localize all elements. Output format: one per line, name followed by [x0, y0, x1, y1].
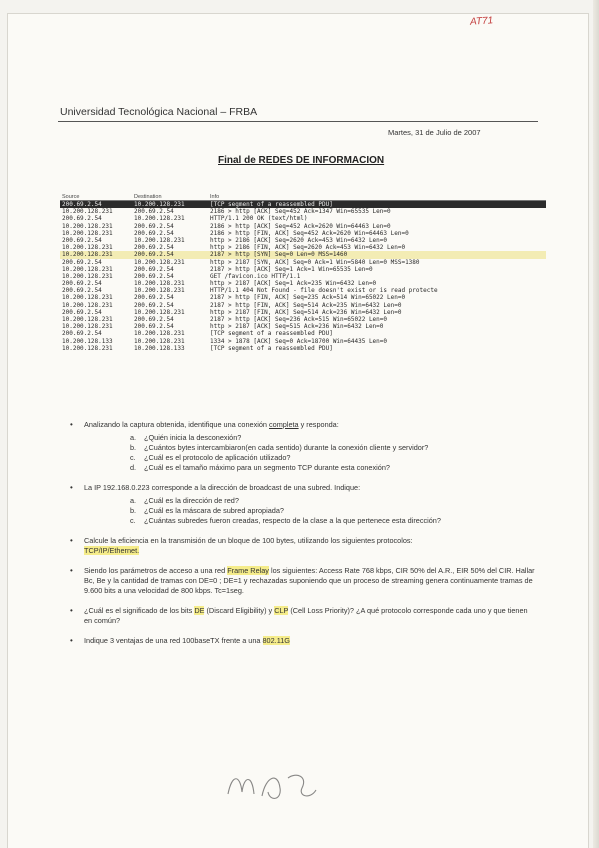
capture-cell-destination: 200.69.2.54	[134, 265, 174, 273]
question-1-sub-b	[84, 443, 536, 453]
bullet-icon: •	[70, 420, 73, 429]
capture-cell-destination: 200.69.2.54	[134, 208, 174, 216]
capture-cell-info: 2187 > http [SYN] Seq=0 Len=0 MSS=1460	[210, 251, 348, 259]
capture-cell-destination: 200.69.2.54	[134, 229, 174, 237]
handwritten-scribble-icon	[222, 766, 322, 806]
page-edge	[593, 0, 599, 848]
capture-cell-info: http > 2186 [FIN, ACK] Seq=2620 Ack=453 Win=6432 Len=0	[210, 244, 406, 252]
capture-row	[60, 251, 546, 258]
question-1-sub-c	[84, 453, 536, 463]
question-5-highlight-clp: CLP	[274, 606, 289, 615]
capture-cell-destination: 200.69.2.54	[134, 294, 174, 302]
capture-row	[60, 309, 546, 316]
capture-cell-source: 200.69.2.54	[62, 201, 102, 208]
question-1-sub-d	[84, 463, 536, 473]
capture-row	[60, 302, 546, 309]
capture-row	[60, 215, 546, 222]
bullet-icon: •	[70, 566, 73, 575]
capture-cell-destination: 10.200.128.231	[134, 201, 185, 208]
capture-cell-source: 10.200.128.231	[62, 294, 113, 302]
capture-cell-destination: 10.200.128.231	[134, 280, 185, 288]
capture-cell-source: 200.69.2.54	[62, 330, 102, 338]
capture-cell-destination: 10.200.128.133	[134, 344, 185, 352]
capture-row	[60, 230, 546, 237]
capture-cell-source: 200.69.2.54	[62, 287, 102, 295]
column-header-info: Info	[210, 194, 220, 200]
sub-letter: b.	[130, 506, 137, 515]
capture-cell-info: HTTP/1.1 200 OK (text/html)	[210, 215, 308, 223]
capture-row	[60, 223, 546, 230]
question-3-highlight: TCP/IP/Ethernet.	[84, 546, 140, 555]
capture-row	[60, 244, 546, 251]
question-5-text-end: (Cell Loss Priority)? ¿A qué protocolo corresponde cada uno y que tienen en común?	[84, 606, 528, 625]
question-1-underlined: completa	[269, 420, 299, 429]
question-4	[66, 566, 536, 596]
capture-row	[60, 208, 546, 215]
question-3-text: Calcule la eficiencia en la transmisión de un bloque de 100 bytes, utilizando los siguientes protocolos:	[84, 536, 413, 545]
sub-text: ¿Quién inicia la desconexión?	[144, 433, 242, 442]
sub-letter: c.	[130, 516, 136, 525]
bullet-icon: •	[70, 636, 73, 645]
capture-cell-info: HTTP/1.1 404 Not Found - file doesn't exist or is read protecte	[210, 287, 438, 295]
question-2-text: La IP 192.168.0.223 corresponde a la dirección de broadcast de una subred. Indique:	[84, 483, 361, 492]
capture-cell-info: [TCP segment of a reassembled PDU]	[210, 344, 333, 352]
question-5-highlight-de: DE	[194, 606, 205, 615]
capture-cell-destination: 10.200.128.231	[134, 258, 185, 266]
capture-row	[60, 338, 546, 345]
packet-capture-table	[60, 188, 546, 352]
sub-letter: a.	[130, 433, 137, 442]
question-6-text: Indique 3 ventajas de una red 100baseTX frente a una	[84, 636, 263, 645]
capture-cell-source: 10.200.128.231	[62, 323, 113, 331]
capture-cell-info: http > 2187 [FIN, ACK] Seq=514 Ack=236 Win=6432 Len=0	[210, 308, 402, 316]
question-4-text: Siendo los parámetros de acceso a una red	[84, 566, 228, 575]
capture-cell-destination: 200.69.2.54	[134, 272, 174, 280]
capture-cell-source: 200.69.2.54	[62, 280, 102, 288]
capture-cell-source: 10.200.128.231	[62, 229, 113, 237]
exam-date: Martes, 31 de Julio de 2007	[388, 128, 481, 137]
capture-row	[60, 266, 546, 273]
question-1	[66, 420, 536, 473]
capture-cell-info: [TCP segment of a reassembled PDU]	[210, 201, 333, 208]
capture-cell-source: 10.200.128.231	[62, 222, 113, 230]
capture-cell-destination: 200.69.2.54	[134, 301, 174, 309]
question-3	[66, 536, 536, 556]
question-list	[66, 420, 536, 656]
capture-cell-destination: 200.69.2.54	[134, 323, 174, 331]
question-1-sub-a	[84, 433, 536, 443]
question-2-sub-c	[84, 516, 536, 526]
capture-cell-source: 10.200.128.231	[62, 316, 113, 323]
capture-cell-info: http > 2186 [ACK] Seq=2620 Ack=453 Win=6432 Len=0	[210, 236, 388, 244]
question-4-text-end: los siguientes: Access Rate 768 kbps, CIR 50% del A.R., EIR 50% del CIR. Hallar Bc, Be y la cantidad de tramas con DE=0 ; DE=1 y rechazadas suponiendo que un proceso de streaming genera continuamente tramas de 9.600 bits a una velocidad de 800 kbps. Tc=1seg.	[84, 566, 535, 595]
capture-row	[60, 273, 546, 280]
capture-cell-info: 2186 > http [FIN, ACK] Seq=452 Ack=2620 Win=64463 Len=0	[210, 229, 409, 237]
capture-cell-source: 10.200.128.231	[62, 344, 113, 352]
capture-cell-destination: 10.200.128.231	[134, 330, 185, 338]
university-header: Universidad Tecnológica Nacional – FRBA	[60, 106, 258, 118]
question-6-highlight: 802.11G	[262, 636, 290, 645]
question-2	[66, 483, 536, 526]
capture-cell-info: http > 2187 [ACK] Seq=515 Ack=236 Win=6432 Len=0	[210, 323, 384, 331]
handwritten-top-mark: AT71	[469, 15, 494, 28]
question-4-highlight: Frame Relay	[227, 566, 269, 575]
capture-cell-source: 10.200.128.231	[62, 301, 113, 309]
question-1-text: Analizando la captura obtenida, identifique una conexión	[84, 420, 269, 429]
capture-row	[60, 259, 546, 266]
capture-cell-destination: 10.200.128.231	[134, 215, 185, 223]
capture-cell-destination: 10.200.128.231	[134, 236, 185, 244]
capture-row	[60, 316, 546, 323]
capture-cell-info: 2187 > http [FIN, ACK] Seq=514 Ack=235 Win=6432 Len=0	[210, 301, 402, 309]
capture-header-row	[60, 188, 546, 201]
capture-cell-info: 2187 > http [ACK] Seq=1 Ack=1 Win=65535 Len=0	[210, 265, 373, 273]
sub-text: ¿Cuál es el protocolo de aplicación utilizado?	[144, 453, 291, 462]
capture-cell-destination: 10.200.128.231	[134, 287, 185, 295]
capture-row	[60, 280, 546, 287]
capture-cell-info: 2187 > http [FIN, ACK] Seq=235 Ack=514 Win=65022 Len=0	[210, 294, 406, 302]
capture-cell-destination: 10.200.128.231	[134, 337, 185, 345]
capture-row	[60, 294, 546, 301]
sub-letter: c.	[130, 453, 136, 462]
capture-row	[60, 201, 546, 208]
question-5-text: ¿Cuál es el significado de los bits	[84, 606, 195, 615]
sub-text: ¿Cuántas subredes fueron creadas, respecto de la clase a la que pertenece esta dirección?	[144, 516, 441, 525]
bullet-icon: •	[70, 606, 73, 615]
capture-cell-info: 2187 > http [ACK] Seq=236 Ack=515 Win=65022 Len=0	[210, 316, 388, 323]
capture-cell-source: 200.69.2.54	[62, 308, 102, 316]
bullet-icon: •	[70, 536, 73, 545]
capture-cell-destination: 200.69.2.54	[134, 251, 174, 259]
question-5-text-mid: (Discard Eligibility) y	[204, 606, 275, 615]
capture-cell-info: 2186 > http [ACK] Seq=452 Ack=1347 Win=65535 Len=0	[210, 208, 391, 216]
capture-rows	[60, 201, 546, 352]
sub-letter: d.	[130, 463, 137, 472]
capture-row	[60, 287, 546, 294]
capture-cell-source: 10.200.128.231	[62, 265, 113, 273]
capture-cell-destination: 10.200.128.231	[134, 308, 185, 316]
sub-text: ¿Cuál es la máscara de subred apropiada?	[144, 506, 284, 515]
question-5	[66, 606, 536, 626]
capture-cell-info: http > 2187 [ACK] Seq=1 Ack=235 Win=6432 Len=0	[210, 280, 377, 288]
capture-cell-info: [TCP segment of a reassembled PDU]	[210, 330, 333, 338]
sub-text: ¿Cuántos bytes intercambiaron(en cada sentido) durante la conexión cliente y servidor?	[144, 443, 429, 452]
column-header-source: Source	[62, 194, 80, 200]
capture-cell-destination: 200.69.2.54	[134, 222, 174, 230]
capture-cell-source: 10.200.128.231	[62, 244, 113, 252]
capture-cell-source: 200.69.2.54	[62, 258, 102, 266]
capture-cell-source: 10.200.128.231	[62, 208, 113, 216]
capture-row	[60, 323, 546, 330]
capture-cell-source: 200.69.2.54	[62, 236, 102, 244]
question-6	[66, 636, 536, 646]
capture-cell-destination: 200.69.2.54	[134, 316, 174, 323]
capture-cell-source: 10.200.128.231	[62, 251, 113, 259]
header-divider	[58, 121, 538, 122]
capture-row	[60, 345, 546, 352]
sub-letter: a.	[130, 496, 137, 505]
question-2-sub-a	[84, 496, 536, 506]
capture-cell-source: 10.200.128.231	[62, 272, 113, 280]
capture-cell-destination: 200.69.2.54	[134, 244, 174, 252]
sub-text: ¿Cuál es el tamaño máximo para un segmento TCP durante esta conexión?	[144, 463, 390, 472]
capture-cell-source: 10.200.128.133	[62, 337, 113, 345]
capture-cell-info: GET /favicon.ico HTTP/1.1	[210, 272, 301, 280]
capture-cell-info: 2186 > http [ACK] Seq=452 Ack=2620 Win=64463 Len=0	[210, 222, 391, 230]
capture-cell-info: http > 2187 [SYN, ACK] Seq=0 Ack=1 Win=5840 Len=0 MSS=1380	[210, 258, 420, 266]
bullet-icon: •	[70, 483, 73, 492]
capture-cell-info: 1334 > 1878 [ACK] Seq=0 Ack=18700 Win=64435 Len=0	[210, 337, 388, 345]
sub-letter: b.	[130, 443, 137, 452]
column-header-destination: Destination	[134, 194, 162, 200]
capture-row	[60, 237, 546, 244]
capture-row	[60, 330, 546, 337]
exam-title: Final de REDES DE INFORMACION	[218, 155, 385, 166]
question-2-sub-b	[84, 506, 536, 516]
capture-cell-source: 200.69.2.54	[62, 215, 102, 223]
question-1-text-end: y responda:	[298, 420, 339, 429]
sub-text: ¿Cuál es la dirección de red?	[144, 496, 239, 505]
